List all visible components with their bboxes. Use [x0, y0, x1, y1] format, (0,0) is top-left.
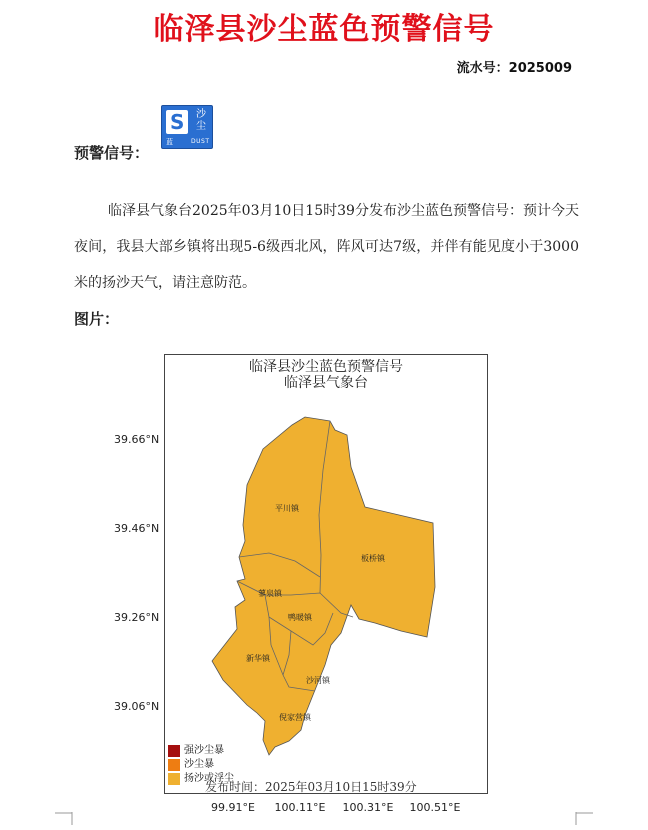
picture-label: 图片： — [74, 310, 120, 328]
town-label-liaoquan: 蓼泉镇 — [258, 589, 282, 598]
legend-swatch — [168, 773, 180, 785]
legend-item — [168, 744, 278, 758]
town-label-nijiaying: 倪家营镇 — [279, 713, 311, 722]
page-corner-mark — [575, 812, 593, 826]
signal-english-caption: DUST — [191, 138, 210, 145]
legend-swatch — [168, 745, 180, 757]
legend-label: 强沙尘暴 — [184, 745, 224, 756]
town-label-pingchuan: 平川镇 — [275, 504, 299, 513]
longitude-label: 100.31°E — [342, 801, 394, 814]
town-label-yanuan: 鸭暖镇 — [288, 613, 312, 622]
latitude-label: 39.46°N — [114, 522, 160, 535]
warning-map — [164, 354, 488, 794]
county-map-svg — [165, 355, 487, 793]
signal-name — [191, 109, 211, 133]
signal-label: 预警信号： — [74, 144, 150, 162]
signal-name-line1: 沙 — [196, 109, 206, 120]
legend-label: 扬沙或浮尘 — [184, 773, 234, 784]
latitude-label: 39.26°N — [114, 611, 160, 624]
serial-number: 流水号：2025009 — [456, 61, 572, 76]
legend-item — [168, 758, 278, 772]
latitude-label: 39.06°N — [114, 700, 160, 713]
dust-warning-signal-icon — [161, 105, 213, 149]
town-label-shahe: 沙河镇 — [306, 676, 330, 685]
town-label-banqiao: 板桥镇 — [361, 554, 385, 563]
document-title: 临泽县沙尘蓝色预警信号 — [153, 12, 495, 47]
latitude-label: 39.66°N — [114, 433, 160, 446]
legend-swatch — [168, 759, 180, 771]
signal-letter: S — [170, 110, 185, 134]
release-time: 发布时间：2025年03月10日15时39分 — [205, 780, 417, 794]
longitude-label: 100.51°E — [409, 801, 461, 814]
page-corner-mark — [55, 812, 73, 826]
map-title-line1: 临泽县沙尘蓝色预警信号 — [249, 359, 403, 375]
map-title — [164, 359, 488, 391]
legend-label: 沙尘暴 — [184, 759, 214, 770]
longitude-label: 100.11°E — [274, 801, 326, 814]
town-label-xinhua: 新华镇 — [246, 654, 270, 663]
warning-body-text: 临泽县气象台2025年03月10日15时39分发布沙尘蓝色预警信号：预计今天夜间，我县大部乡镇将出现5-6级西北风，阵风可达7级，并伴有能见度小于3000米的扬沙天气，请注意防范。 — [74, 203, 579, 291]
signal-color-caption: 蓝 — [166, 138, 173, 146]
signal-name-line2: 尘 — [196, 121, 206, 132]
map-title-line2: 临泽县气象台 — [284, 375, 368, 391]
longitude-label: 99.91°E — [211, 801, 255, 814]
